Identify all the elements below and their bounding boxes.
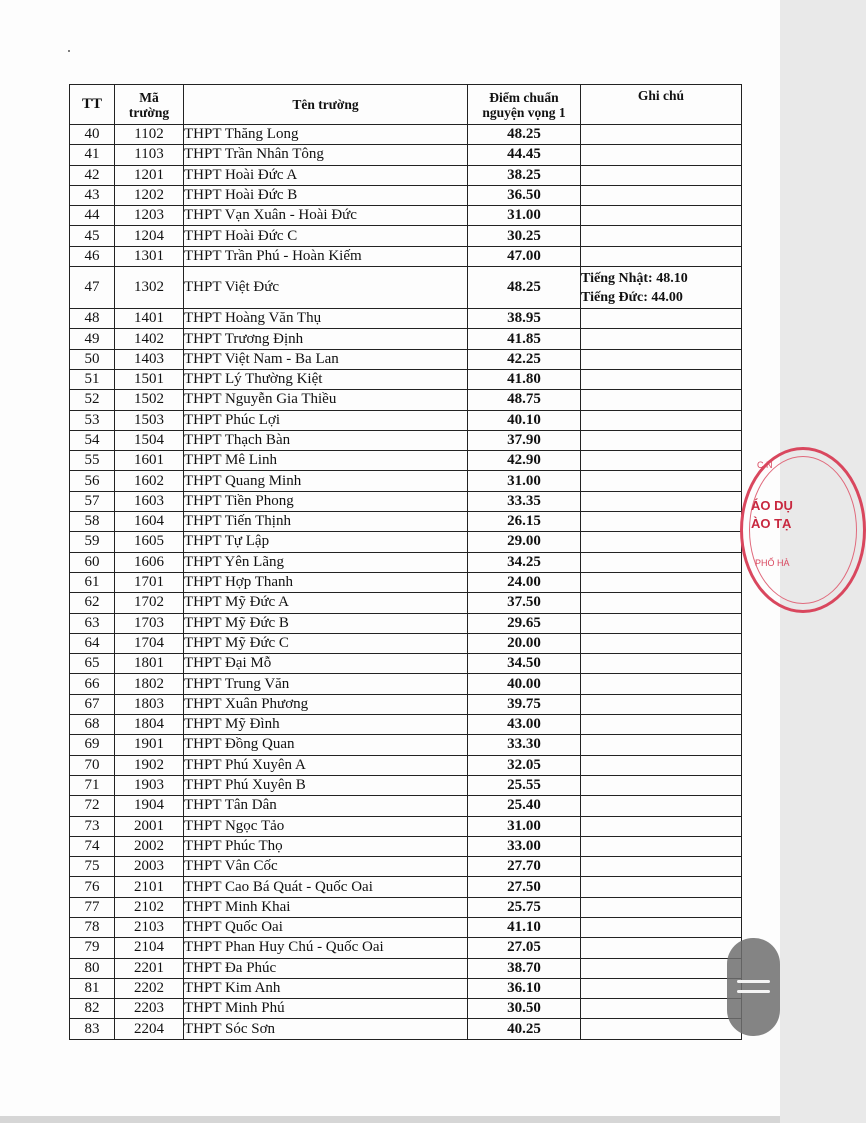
header-code-line1: Mã [139,89,159,105]
header-school-code [115,85,184,125]
school-code: 2002 [115,836,184,856]
bottom-edge [0,1116,780,1123]
school-code: 1601 [115,451,184,471]
note-cell [581,309,742,329]
table-row [70,145,742,165]
school-name: THPT Tiến Thịnh [184,512,468,532]
school-name: THPT Mỹ Đức C [184,633,468,653]
note-cell [581,775,742,795]
school-code: 1603 [115,491,184,511]
row-number: 53 [70,410,115,430]
note-cell [581,674,742,694]
admission-score: 41.85 [468,329,581,349]
table-row [70,532,742,552]
school-code: 1302 [115,267,184,309]
admission-score: 30.25 [468,226,581,246]
school-code: 1604 [115,512,184,532]
school-code: 1301 [115,246,184,266]
school-name: THPT Mỹ Đức A [184,593,468,613]
admission-score: 34.25 [468,552,581,572]
school-name: THPT Vân Cốc [184,857,468,877]
header-tt: TT [70,85,115,125]
table-row [70,246,742,266]
row-number: 65 [70,654,115,674]
row-number: 76 [70,877,115,897]
header-school-name: Tên trường [184,85,468,125]
stamp-line-2: ÀO TẠ [751,516,792,531]
school-code: 1702 [115,593,184,613]
note-cell [581,349,742,369]
admission-score: 27.50 [468,877,581,897]
school-code: 1804 [115,715,184,735]
school-name: THPT Phú Xuyên B [184,775,468,795]
note-cell [581,958,742,978]
note-cell [581,857,742,877]
note-cell [581,755,742,775]
admission-score: 42.25 [468,349,581,369]
table-row [70,735,742,755]
table-row [70,369,742,389]
school-name: THPT Minh Phú [184,999,468,1019]
note-cell [581,145,742,165]
row-number: 63 [70,613,115,633]
note-cell [581,369,742,389]
row-number: 69 [70,735,115,755]
school-code: 1605 [115,532,184,552]
table-row [70,633,742,653]
admission-score: 41.80 [468,369,581,389]
note-cell [581,410,742,430]
admission-score: 42.90 [468,451,581,471]
school-name: THPT Đại Mỗ [184,654,468,674]
table-row [70,816,742,836]
note-cell [581,491,742,511]
table-row [70,471,742,491]
school-name: THPT Thạch Bàn [184,430,468,450]
row-number: 75 [70,857,115,877]
row-number: 54 [70,430,115,450]
admission-score: 33.00 [468,836,581,856]
table-row [70,857,742,877]
table-row [70,451,742,471]
school-code: 2203 [115,999,184,1019]
school-name: THPT Phúc Lợi [184,410,468,430]
admission-score: 30.50 [468,999,581,1019]
school-name: THPT Xuân Phương [184,694,468,714]
note-cell [581,999,742,1019]
row-number: 50 [70,349,115,369]
speck-mark [68,50,70,52]
table-row [70,593,742,613]
row-number: 42 [70,165,115,185]
school-code: 1203 [115,206,184,226]
school-code: 2001 [115,816,184,836]
row-number: 60 [70,552,115,572]
admission-score: 40.00 [468,674,581,694]
note-cell [581,329,742,349]
handle-grip-line [737,980,770,983]
school-code: 1904 [115,796,184,816]
school-code: 1103 [115,145,184,165]
row-number: 51 [70,369,115,389]
school-code: 2201 [115,958,184,978]
table-row [70,613,742,633]
table-row [70,165,742,185]
school-name: THPT Phú Xuyên A [184,755,468,775]
row-number: 56 [70,471,115,491]
table-row [70,694,742,714]
school-code: 1602 [115,471,184,491]
row-number: 59 [70,532,115,552]
table-row [70,674,742,694]
note-cell [581,938,742,958]
table-row [70,572,742,592]
table-row [70,775,742,795]
table-row [70,267,742,309]
row-number: 47 [70,267,115,309]
school-code: 1201 [115,165,184,185]
table-row [70,410,742,430]
school-name: THPT Tự Lập [184,532,468,552]
note-cell [581,125,742,145]
school-code: 2104 [115,938,184,958]
admission-score: 33.30 [468,735,581,755]
table-row [70,512,742,532]
row-number: 61 [70,572,115,592]
school-name: THPT Trần Phú - Hoàn Kiếm [184,246,468,266]
school-name: THPT Quang Minh [184,471,468,491]
row-number: 82 [70,999,115,1019]
admission-score: 38.95 [468,309,581,329]
stamp-line-1: ÁO DỤ [751,498,793,513]
school-name: THPT Hoàng Văn Thụ [184,309,468,329]
table-row [70,938,742,958]
table-row [70,491,742,511]
admission-score: 31.00 [468,471,581,491]
school-name: THPT Quốc Oai [184,917,468,937]
admission-scores-table [69,84,742,1040]
school-name: THPT Thăng Long [184,125,468,145]
admission-score: 48.25 [468,267,581,309]
row-number: 70 [70,755,115,775]
admission-score: 39.75 [468,694,581,714]
school-code: 1704 [115,633,184,653]
header-code-line2: trường [128,104,170,120]
note-cell [581,185,742,205]
handle-grip-line [737,990,770,993]
row-number: 81 [70,978,115,998]
table-row [70,226,742,246]
table-body [70,125,742,1040]
school-name: THPT Hợp Thanh [184,572,468,592]
row-number: 71 [70,775,115,795]
row-number: 77 [70,897,115,917]
school-code: 1502 [115,390,184,410]
school-code: 1504 [115,430,184,450]
school-code: 1703 [115,613,184,633]
table-row [70,185,742,205]
table-row [70,390,742,410]
school-code: 1902 [115,755,184,775]
note-cell [581,246,742,266]
school-code: 2204 [115,1019,184,1039]
school-code: 1903 [115,775,184,795]
note-cell [581,206,742,226]
note-cell [581,572,742,592]
scroll-handle[interactable] [727,938,780,1036]
note-cell [581,532,742,552]
table-row [70,349,742,369]
school-name: THPT Sóc Sơn [184,1019,468,1039]
school-code: 1204 [115,226,184,246]
admission-score: 36.50 [468,185,581,205]
note-cell [581,836,742,856]
row-number: 79 [70,938,115,958]
admission-score: 48.75 [468,390,581,410]
note-cell [581,165,742,185]
row-number: 66 [70,674,115,694]
table-row [70,877,742,897]
admission-score: 40.10 [468,410,581,430]
note-cell [581,897,742,917]
school-name: THPT Yên Lãng [184,552,468,572]
admission-score: 40.25 [468,1019,581,1039]
note-cell [581,654,742,674]
row-number: 46 [70,246,115,266]
table-row [70,958,742,978]
row-number: 78 [70,917,115,937]
school-code: 2202 [115,978,184,998]
table-row [70,999,742,1019]
table-row [70,125,742,145]
school-name: THPT Đồng Quan [184,735,468,755]
header-note: Ghi chú [581,85,742,125]
note-cell [581,917,742,937]
row-number: 55 [70,451,115,471]
school-name: THPT Phan Huy Chú - Quốc Oai [184,938,468,958]
header-score-line1: Điểm chuẩn [489,89,559,105]
row-number: 83 [70,1019,115,1039]
row-number: 43 [70,185,115,205]
school-name: THPT Hoài Đức A [184,165,468,185]
school-name: THPT Hoài Đức B [184,185,468,205]
table-row [70,715,742,735]
school-code: 1901 [115,735,184,755]
school-name: THPT Mỹ Đức B [184,613,468,633]
row-number: 58 [70,512,115,532]
note-cell [581,796,742,816]
table-row [70,654,742,674]
school-name: THPT Trung Văn [184,674,468,694]
school-name: THPT Đa Phúc [184,958,468,978]
school-name: THPT Vạn Xuân - Hoài Đức [184,206,468,226]
row-number: 49 [70,329,115,349]
table-row [70,329,742,349]
table-row [70,796,742,816]
school-code: 1503 [115,410,184,430]
admission-score: 31.00 [468,816,581,836]
admission-score: 48.25 [468,125,581,145]
row-number: 80 [70,958,115,978]
admission-score: 38.70 [468,958,581,978]
row-number: 62 [70,593,115,613]
school-name: THPT Tiền Phong [184,491,468,511]
admission-score: 26.15 [468,512,581,532]
admission-score: 31.00 [468,206,581,226]
school-code: 2003 [115,857,184,877]
school-name: THPT Trần Nhân Tông [184,145,468,165]
admission-score: 32.05 [468,755,581,775]
row-number: 52 [70,390,115,410]
school-code: 1501 [115,369,184,389]
note-cell [581,512,742,532]
row-number: 44 [70,206,115,226]
school-name: THPT Hoài Đức C [184,226,468,246]
school-code: 2103 [115,917,184,937]
row-number: 40 [70,125,115,145]
school-code: 1403 [115,349,184,369]
row-number: 74 [70,836,115,856]
school-name: THPT Nguyễn Gia Thiều [184,390,468,410]
school-name: THPT Kim Anh [184,978,468,998]
school-code: 1102 [115,125,184,145]
table-row [70,1019,742,1039]
school-name: THPT Cao Bá Quát - Quốc Oai [184,877,468,897]
school-code: 1801 [115,654,184,674]
school-name: THPT Việt Đức [184,267,468,309]
note-cell [581,877,742,897]
admission-score: 41.10 [468,917,581,937]
school-code: 1401 [115,309,184,329]
row-number: 48 [70,309,115,329]
admission-score: 44.45 [468,145,581,165]
school-code: 1606 [115,552,184,572]
admission-score: 37.90 [468,430,581,450]
note-cell [581,593,742,613]
admission-score: 27.05 [468,938,581,958]
table-row [70,430,742,450]
row-number: 72 [70,796,115,816]
admission-score: 38.25 [468,165,581,185]
school-name: THPT Phúc Thọ [184,836,468,856]
school-code: 1202 [115,185,184,205]
admission-score: 25.75 [468,897,581,917]
table-row [70,206,742,226]
header-score-line2: nguyện vọng 1 [482,104,566,120]
table-row [70,552,742,572]
admission-score: 24.00 [468,572,581,592]
red-seal-stamp [740,447,866,613]
note-text: Tiếng Nhật: 48.10 [581,270,688,286]
school-code: 1701 [115,572,184,592]
row-number: 41 [70,145,115,165]
school-name: THPT Mê Linh [184,451,468,471]
note-cell [581,267,742,309]
stamp-top-text: C.N [757,460,773,470]
note-cell [581,633,742,653]
note-cell [581,451,742,471]
table-header-row [70,85,742,125]
admission-score: 33.35 [468,491,581,511]
admission-score: 25.40 [468,796,581,816]
note-cell [581,226,742,246]
school-code: 1802 [115,674,184,694]
admission-score: 47.00 [468,246,581,266]
admission-score: 29.65 [468,613,581,633]
admission-score: 29.00 [468,532,581,552]
school-name: THPT Mỹ Đình [184,715,468,735]
table-row [70,755,742,775]
school-code: 1803 [115,694,184,714]
school-code: 1402 [115,329,184,349]
row-number: 45 [70,226,115,246]
school-name: THPT Trương Định [184,329,468,349]
school-name: THPT Việt Nam - Ba Lan [184,349,468,369]
school-name: THPT Lý Thường Kiệt [184,369,468,389]
row-number: 64 [70,633,115,653]
table-row [70,897,742,917]
note-cell [581,1019,742,1039]
admission-score: 27.70 [468,857,581,877]
admission-score: 36.10 [468,978,581,998]
admission-score: 37.50 [468,593,581,613]
school-code: 2101 [115,877,184,897]
table-row [70,978,742,998]
row-number: 73 [70,816,115,836]
table-row [70,309,742,329]
school-name: THPT Minh Khai [184,897,468,917]
note-cell [581,471,742,491]
row-number: 67 [70,694,115,714]
table-row [70,836,742,856]
note-cell [581,694,742,714]
note-cell [581,715,742,735]
note-cell [581,816,742,836]
note-text-2: Tiếng Đức: 44.00 [581,289,683,305]
note-cell [581,735,742,755]
note-cell [581,978,742,998]
admission-score: 20.00 [468,633,581,653]
note-cell [581,552,742,572]
admission-score: 34.50 [468,654,581,674]
note-cell [581,430,742,450]
stamp-bottom-text: PHỐ HÀ [755,558,790,568]
row-number: 68 [70,715,115,735]
school-code: 2102 [115,897,184,917]
admission-score: 25.55 [468,775,581,795]
note-cell [581,613,742,633]
school-name: THPT Ngọc Tảo [184,816,468,836]
table-row [70,917,742,937]
school-name: THPT Tân Dân [184,796,468,816]
header-score [468,85,581,125]
admission-score: 43.00 [468,715,581,735]
row-number: 57 [70,491,115,511]
note-cell [581,390,742,410]
